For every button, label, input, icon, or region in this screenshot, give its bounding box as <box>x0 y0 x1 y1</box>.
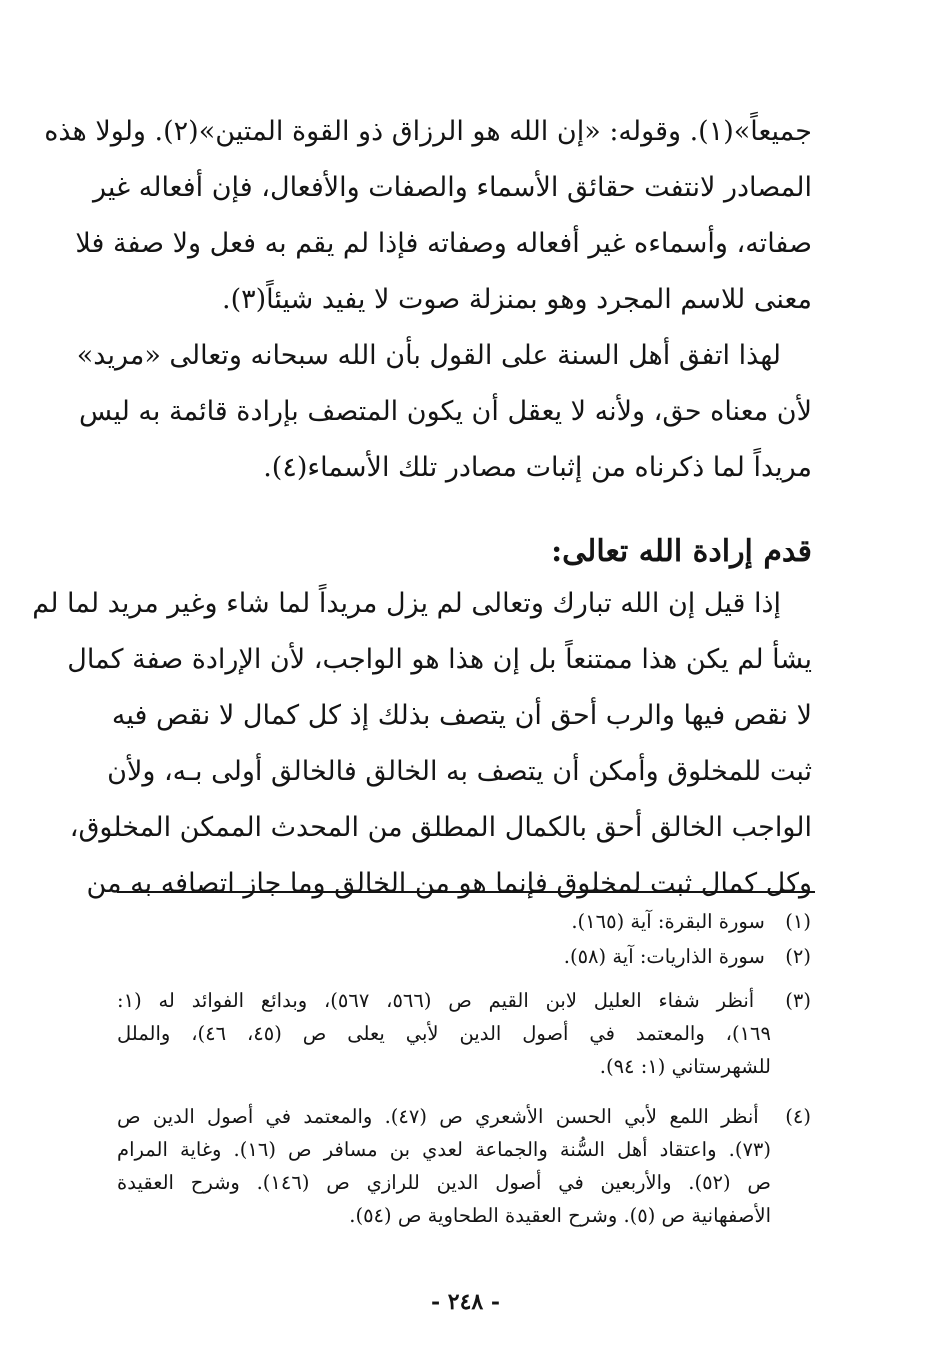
footnote <box>117 940 811 973</box>
footnote-text: أنظر شفاء العليل لابن القيم ص (٥٦٦، ٥٦٧)، وبدائع الفوائد له (١: <box>117 989 755 1012</box>
footnote-text: سورة البقرة: آية (١٦٥). <box>571 910 765 933</box>
footnote-text: الأصفهانية ص (٥). وشرح العقيدة الطحاوية ص (٥٤). <box>349 1204 771 1227</box>
text-line: لأن معناه حق، ولأنه لا يعقل أن يكون المتصف بإرادة قائمة به ليس <box>79 396 812 427</box>
footnote-text: للشهرستاني (١: ٩٤). <box>599 1055 771 1078</box>
footnote-text: ص (٥٢). والأربعين في أصول الدين للرازي ص (١٤٦). وشرح العقيدة <box>117 1171 771 1194</box>
footnote-number: (٢) <box>785 945 811 968</box>
page-number: - ٢٤٨ - <box>430 1289 501 1315</box>
text-line: مريداً لما ذكرناه من إثبات مصادر تلك الأسماء(٤). <box>263 452 812 483</box>
footnote-number: (١) <box>785 910 811 933</box>
text-line: الواجب الخالق أحق بالكمال المطلق من المحدث الممكن المخلوق، <box>69 812 812 843</box>
text-line: معنى للاسم المجرد وهو بمنزلة صوت لا يفيد شيئاً(٣). <box>221 284 812 315</box>
text-line: صفاته، وأسماءه غير أفعاله وصفاته فإذا لم يقم به فعل ولا صفة فلا <box>75 228 812 259</box>
footnote-text: ١٦٩)، والمعتمد في أصول الدين لأبي يعلى ص (٤٥، ٤٦)، والملل <box>117 1022 771 1045</box>
section-heading: قدم إرادة الله تعالى: <box>551 534 812 569</box>
footnote-number: (٣) <box>785 989 811 1012</box>
text-line: لهذا اتفق أهل السنة على القول بأن الله سبحانه وتعالى «مريد» <box>76 340 781 371</box>
footnote-number: (٤) <box>785 1105 811 1128</box>
text-line: المصادر لانتفت حقائق الأسماء والصفات والأفعال، فإن أفعاله غير <box>93 172 812 203</box>
footnote <box>117 984 811 1083</box>
text-line: إذا قيل إن الله تبارك وتعالى لم يزل مريداً لما شاء وغير مريد لما لم <box>32 588 781 619</box>
footnote-text: سورة الذاريات: آية (٥٨). <box>563 945 765 968</box>
footnote-text: (٧٣). واعتقاد أهل السُّنة والجماعة لعدي بن مسافر ص (١٦). وغاية المرام <box>117 1138 771 1161</box>
text-line: وكل كمال ثبت لمخلوق فإنما هو من الخالق وما جاز اتصافه به من <box>86 868 812 899</box>
text-line: ثبت للمخلوق وأمكن أن يتصف به الخالق فالخالق أولى بـه، ولأن <box>107 756 812 787</box>
text-line: جميعاً»(١). وقوله: «إن الله هو الرزاق ذو القوة المتين»(٢). ولولا هذه <box>44 116 812 147</box>
footnote-text: أنظر اللمع لأبي الحسن الأشعري ص (٤٧). والمعتمد في أصول الدين ص <box>117 1105 759 1128</box>
footnote-divider <box>117 891 815 893</box>
text-line: لا نقص فيها والرب أحق أن يتصف بذلك إذ كل كمال لا نقص فيه <box>111 700 812 731</box>
text-line: يشأ لم يكن هذا ممتنعاً بل إن هذا هو الواجب، لأن الإرادة صفة كمال <box>67 644 812 675</box>
footnote <box>117 905 811 938</box>
footnote <box>117 1100 811 1232</box>
